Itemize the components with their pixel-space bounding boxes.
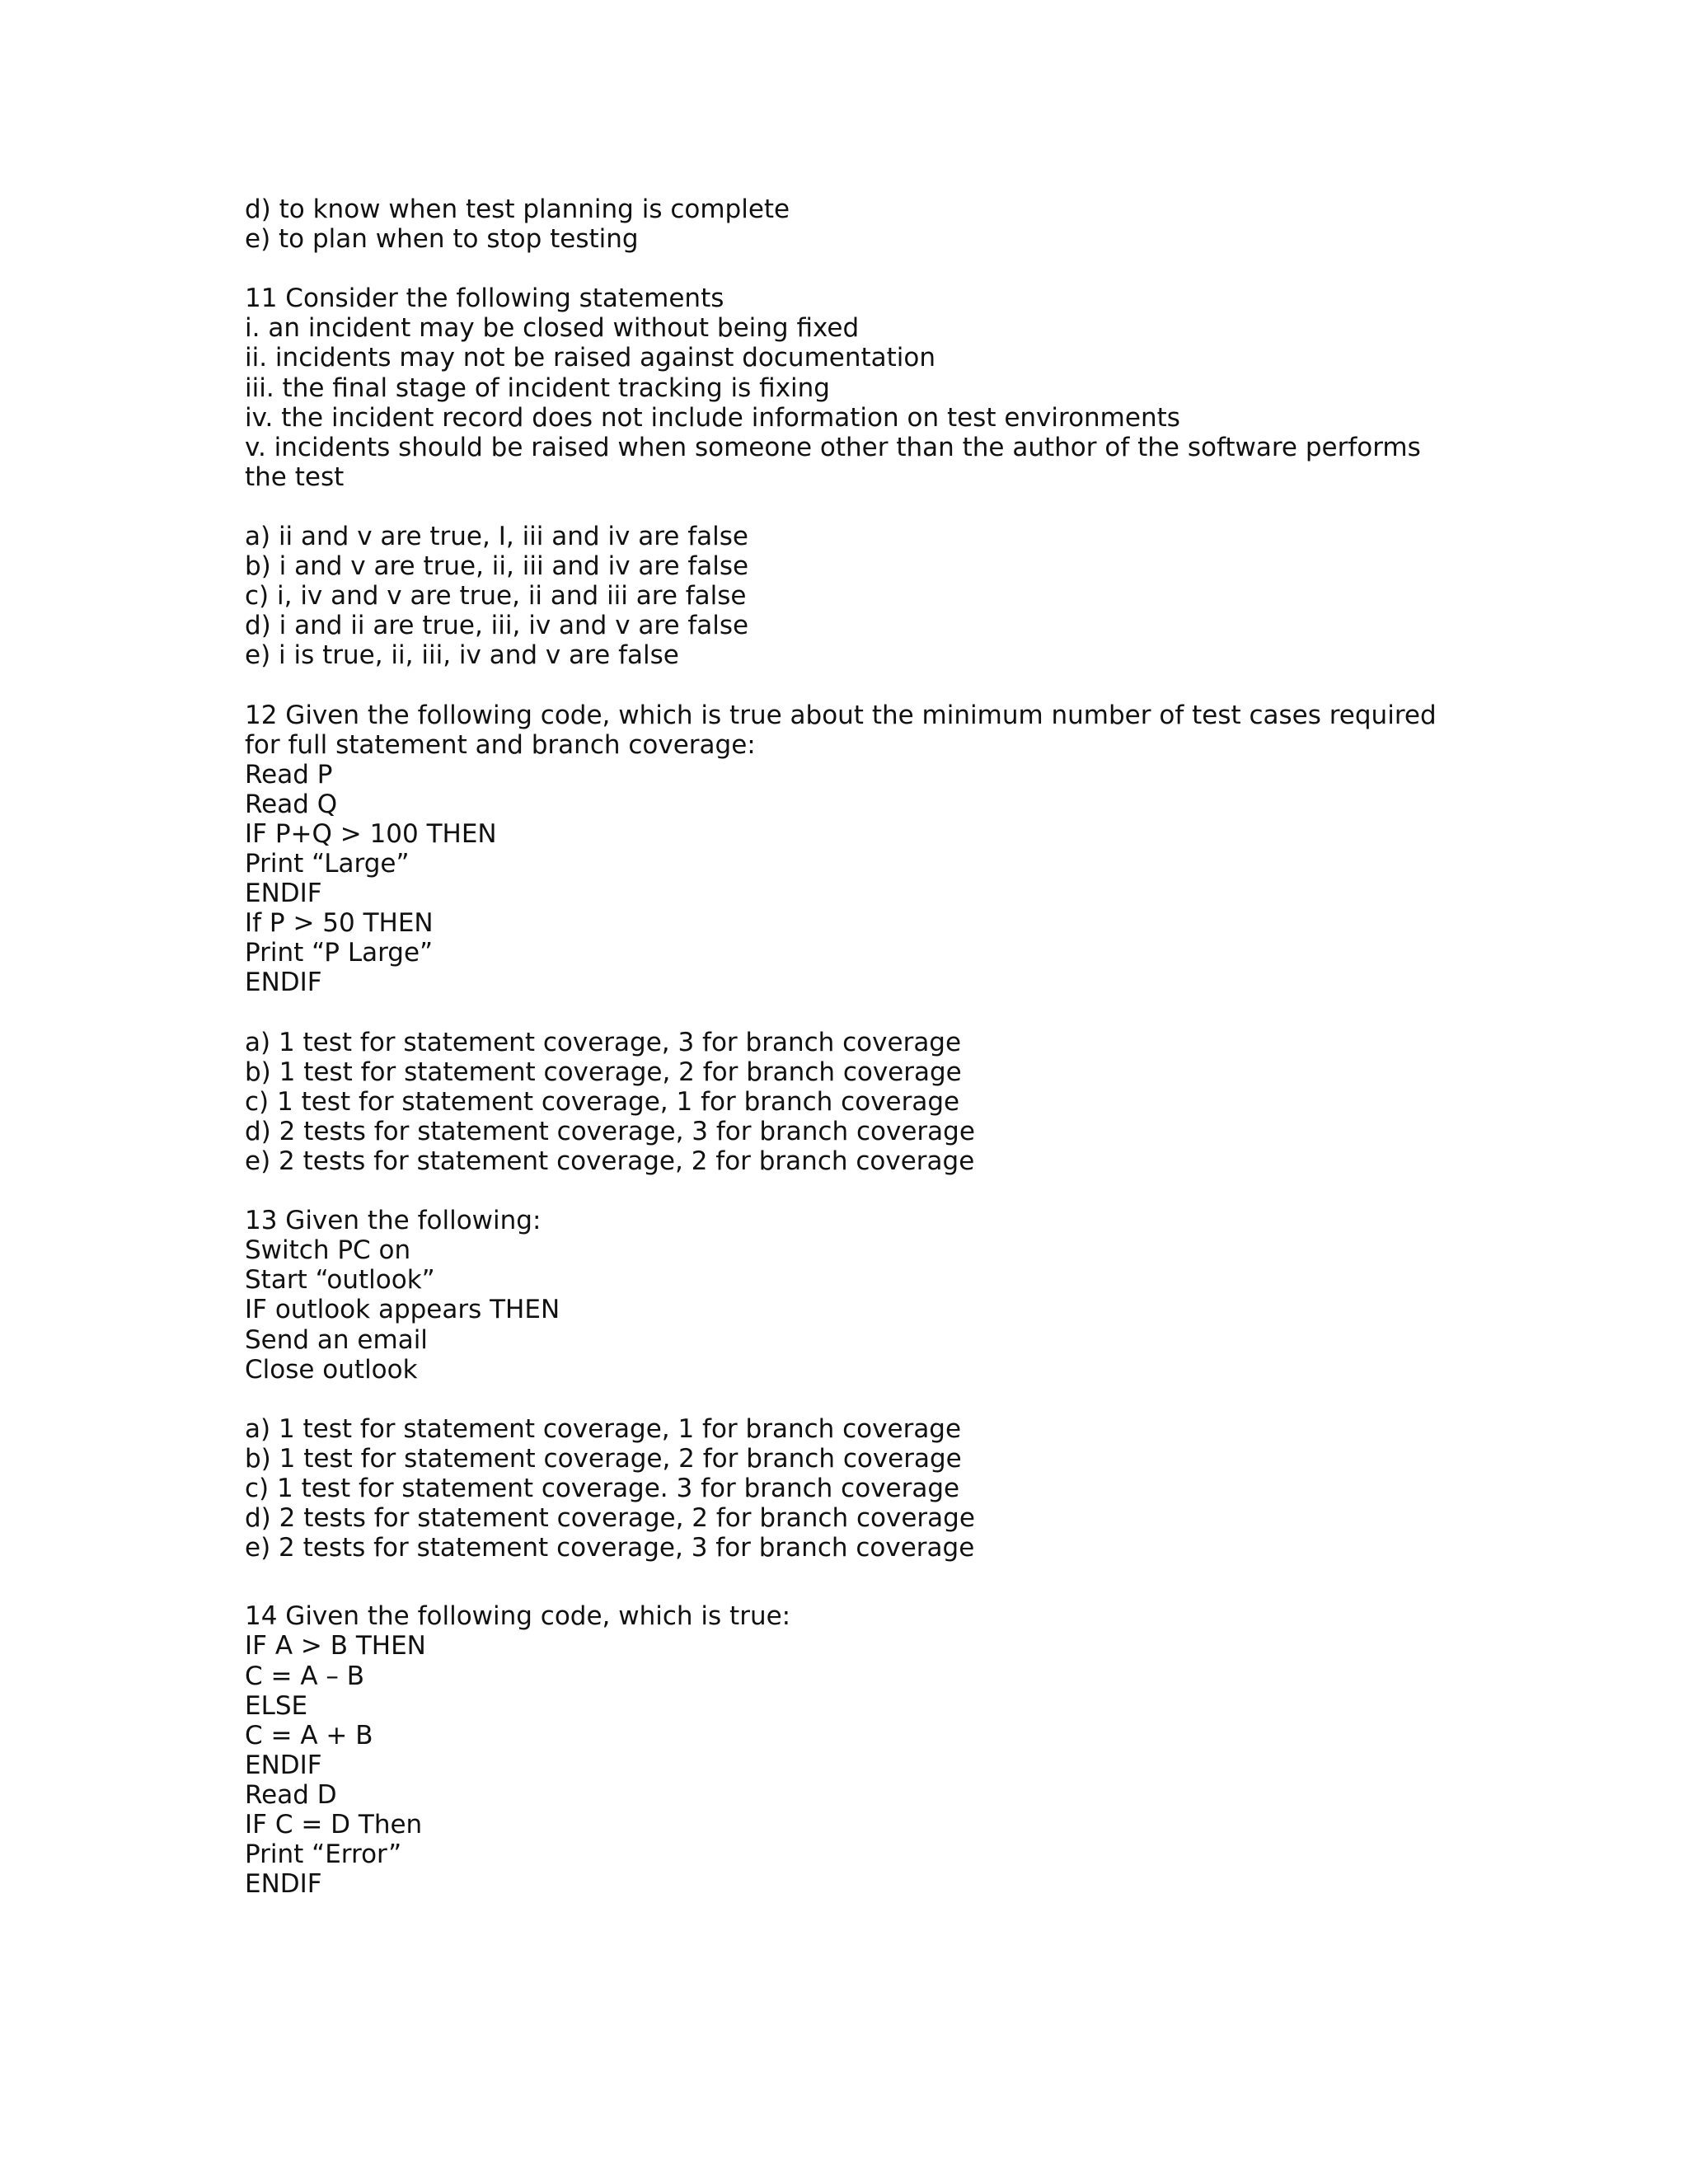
option-line: a) 1 test for statement coverage, 3 for branch coverage <box>245 1027 962 1057</box>
option-line: b) 1 test for statement coverage, 2 for branch coverage <box>245 1057 962 1087</box>
statement-line: i. an incident may be closed without being fixed <box>245 313 860 344</box>
code-line: Read P <box>245 759 333 790</box>
code-line: Start “outlook” <box>245 1265 435 1296</box>
option-line: c) 1 test for statement coverage, 1 for branch coverage <box>245 1086 960 1117</box>
spacer <box>245 1176 1440 1206</box>
spacer <box>245 998 1440 1028</box>
option-line: b) i and v are true, ii, iii and iv are false <box>245 551 749 582</box>
code-line: ELSE <box>245 1690 308 1721</box>
question-13-title: 13 Given the following: <box>245 1206 542 1236</box>
code-line: IF P+Q > 100 THEN <box>245 818 497 849</box>
statement-line: the test <box>245 462 345 492</box>
spacer <box>245 671 1440 701</box>
code-line: Switch PC on <box>245 1235 411 1266</box>
statement-line: iii. the final stage of incident tracking is fixing <box>245 373 830 403</box>
option-line: d) 2 tests for statement coverage, 2 for branch coverage <box>245 1503 975 1534</box>
option-line: d) 2 tests for statement coverage, 3 for branch coverage <box>245 1116 975 1146</box>
code-line: IF C = D Then <box>245 1809 423 1840</box>
option-line: d) i and ii are true, iii, iv and v are false <box>245 611 749 641</box>
code-line: Print “Large” <box>245 849 410 879</box>
option-line: c) 1 test for statement coverage. 3 for branch coverage <box>245 1474 960 1504</box>
option-line: e) 2 tests for statement coverage, 2 for branch coverage <box>245 1146 975 1176</box>
question-11-title: 11 Consider the following statements <box>245 284 724 314</box>
spacer <box>245 254 1440 284</box>
option-line: a) ii and v are true, I, iii and iv are false <box>245 522 748 552</box>
code-line: Close outlook <box>245 1354 418 1385</box>
code-line: If P > 50 THEN <box>245 908 434 939</box>
code-line: ENDIF <box>245 879 322 909</box>
question-12-title-cont: for full statement and branch coverage: <box>245 729 756 760</box>
code-line: Read Q <box>245 789 338 819</box>
question-12-title: 12 Given the following code, which is true about the minimum number of test cases required <box>245 700 1437 730</box>
statement-line: iv. the incident record does not include information on test environments <box>245 402 1180 433</box>
spacer <box>245 492 1440 522</box>
code-line: C = A + B <box>245 1720 373 1750</box>
option-line: e) 2 tests for statement coverage, 3 for branch coverage <box>245 1533 975 1563</box>
code-line: C = A – B <box>245 1661 365 1691</box>
code-line: ENDIF <box>245 1869 322 1900</box>
statement-line: v. incidents should be raised when someone other than the author of the software performs <box>245 432 1421 462</box>
option-line: a) 1 test for statement coverage, 1 for branch coverage <box>245 1413 962 1444</box>
code-line: Print “Error” <box>245 1840 402 1870</box>
option-line: e) to plan when to stop testing <box>245 224 639 255</box>
page-content <box>245 194 1440 1899</box>
spacer <box>245 1563 1440 1601</box>
spacer <box>245 1385 1440 1414</box>
code-line: Send an email <box>245 1324 428 1355</box>
code-line: IF outlook appears THEN <box>245 1295 560 1325</box>
code-line: Print “P Large” <box>245 938 434 968</box>
code-line: ENDIF <box>245 968 322 998</box>
option-line: b) 1 test for statement coverage, 2 for branch coverage <box>245 1443 962 1474</box>
question-14-title: 14 Given the following code, which is true: <box>245 1601 791 1632</box>
option-line: c) i, iv and v are true, ii and iii are false <box>245 581 747 612</box>
option-line: d) to know when test planning is complete <box>245 194 790 224</box>
option-line: e) i is true, ii, iii, iv and v are false <box>245 640 679 671</box>
code-line: Read D <box>245 1779 337 1810</box>
statement-line: ii. incidents may not be raised against documentation <box>245 343 936 373</box>
code-line: ENDIF <box>245 1750 322 1780</box>
code-line: IF A > B THEN <box>245 1631 426 1661</box>
